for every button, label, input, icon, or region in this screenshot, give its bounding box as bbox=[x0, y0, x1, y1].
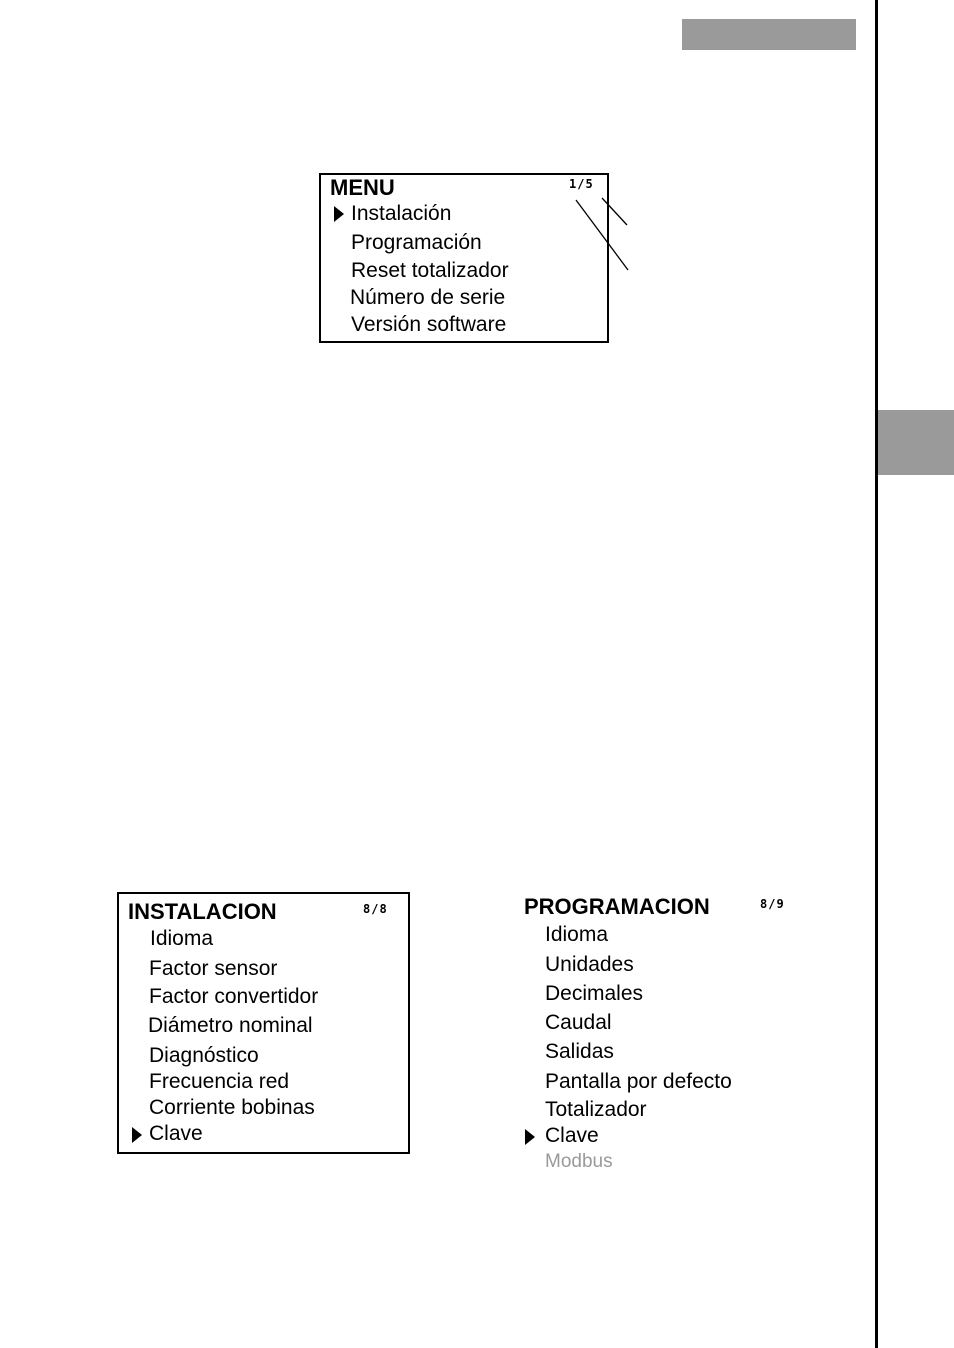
programacion-item-salidas[interactable]: Salidas bbox=[545, 1040, 614, 1063]
instalacion-item-factor-convertidor[interactable]: Factor convertidor bbox=[149, 985, 319, 1008]
menu-item-programacion[interactable]: Programación bbox=[351, 231, 482, 254]
menu-page-counter: 1/5 bbox=[569, 177, 594, 191]
instalacion-title: INSTALACION bbox=[128, 899, 277, 924]
instalacion-item-idioma[interactable]: Idioma bbox=[150, 927, 214, 950]
instalacion-item-factor-sensor[interactable]: Factor sensor bbox=[149, 957, 278, 980]
programacion-item-idioma[interactable]: Idioma bbox=[545, 923, 609, 946]
instalacion-page-counter: 8/8 bbox=[363, 902, 388, 916]
menu-item-numero-de-serie[interactable]: Número de serie bbox=[350, 286, 506, 309]
selection-cursor-icon bbox=[525, 1129, 535, 1145]
instalacion-item-corriente-bobinas[interactable]: Corriente bobinas bbox=[149, 1096, 315, 1119]
programacion-item-pantalla-por-defecto[interactable]: Pantalla por defecto bbox=[545, 1070, 732, 1093]
menu-title: MENU bbox=[330, 175, 395, 200]
programacion-screen bbox=[515, 888, 815, 1183]
programacion-item-caudal[interactable]: Caudal bbox=[545, 1011, 612, 1034]
section-side-tab bbox=[878, 410, 954, 475]
programacion-page-counter: 8/9 bbox=[760, 897, 785, 911]
menu-item-version-software[interactable]: Versión software bbox=[351, 313, 507, 336]
callout-lines bbox=[560, 185, 650, 285]
programacion-item-modbus[interactable]: Modbus bbox=[545, 1151, 613, 1172]
programacion-item-totalizador[interactable]: Totalizador bbox=[545, 1098, 647, 1121]
callout-line-upper bbox=[602, 198, 627, 225]
programacion-title: PROGRAMACION bbox=[524, 894, 710, 919]
programacion-item-unidades[interactable]: Unidades bbox=[545, 953, 634, 976]
menu-item-reset-totalizador[interactable]: Reset totalizador bbox=[351, 259, 509, 282]
menu-item-instalacion[interactable]: Instalación bbox=[351, 202, 452, 225]
selection-cursor-icon bbox=[132, 1127, 142, 1143]
header-gray-bar bbox=[682, 19, 856, 50]
instalacion-item-diametro-nominal[interactable]: Diámetro nominal bbox=[148, 1014, 313, 1037]
instalacion-screen bbox=[117, 892, 410, 1154]
callout-line-lower bbox=[576, 200, 628, 270]
programacion-item-clave[interactable]: Clave bbox=[545, 1124, 599, 1147]
programacion-item-decimales[interactable]: Decimales bbox=[545, 982, 644, 1005]
instalacion-item-frecuencia-red[interactable]: Frecuencia red bbox=[149, 1070, 290, 1093]
instalacion-item-diagnostico[interactable]: Diagnóstico bbox=[149, 1044, 259, 1067]
instalacion-item-clave[interactable]: Clave bbox=[149, 1122, 203, 1145]
page-edge-rule bbox=[875, 0, 878, 1348]
selection-cursor-icon bbox=[334, 206, 344, 222]
